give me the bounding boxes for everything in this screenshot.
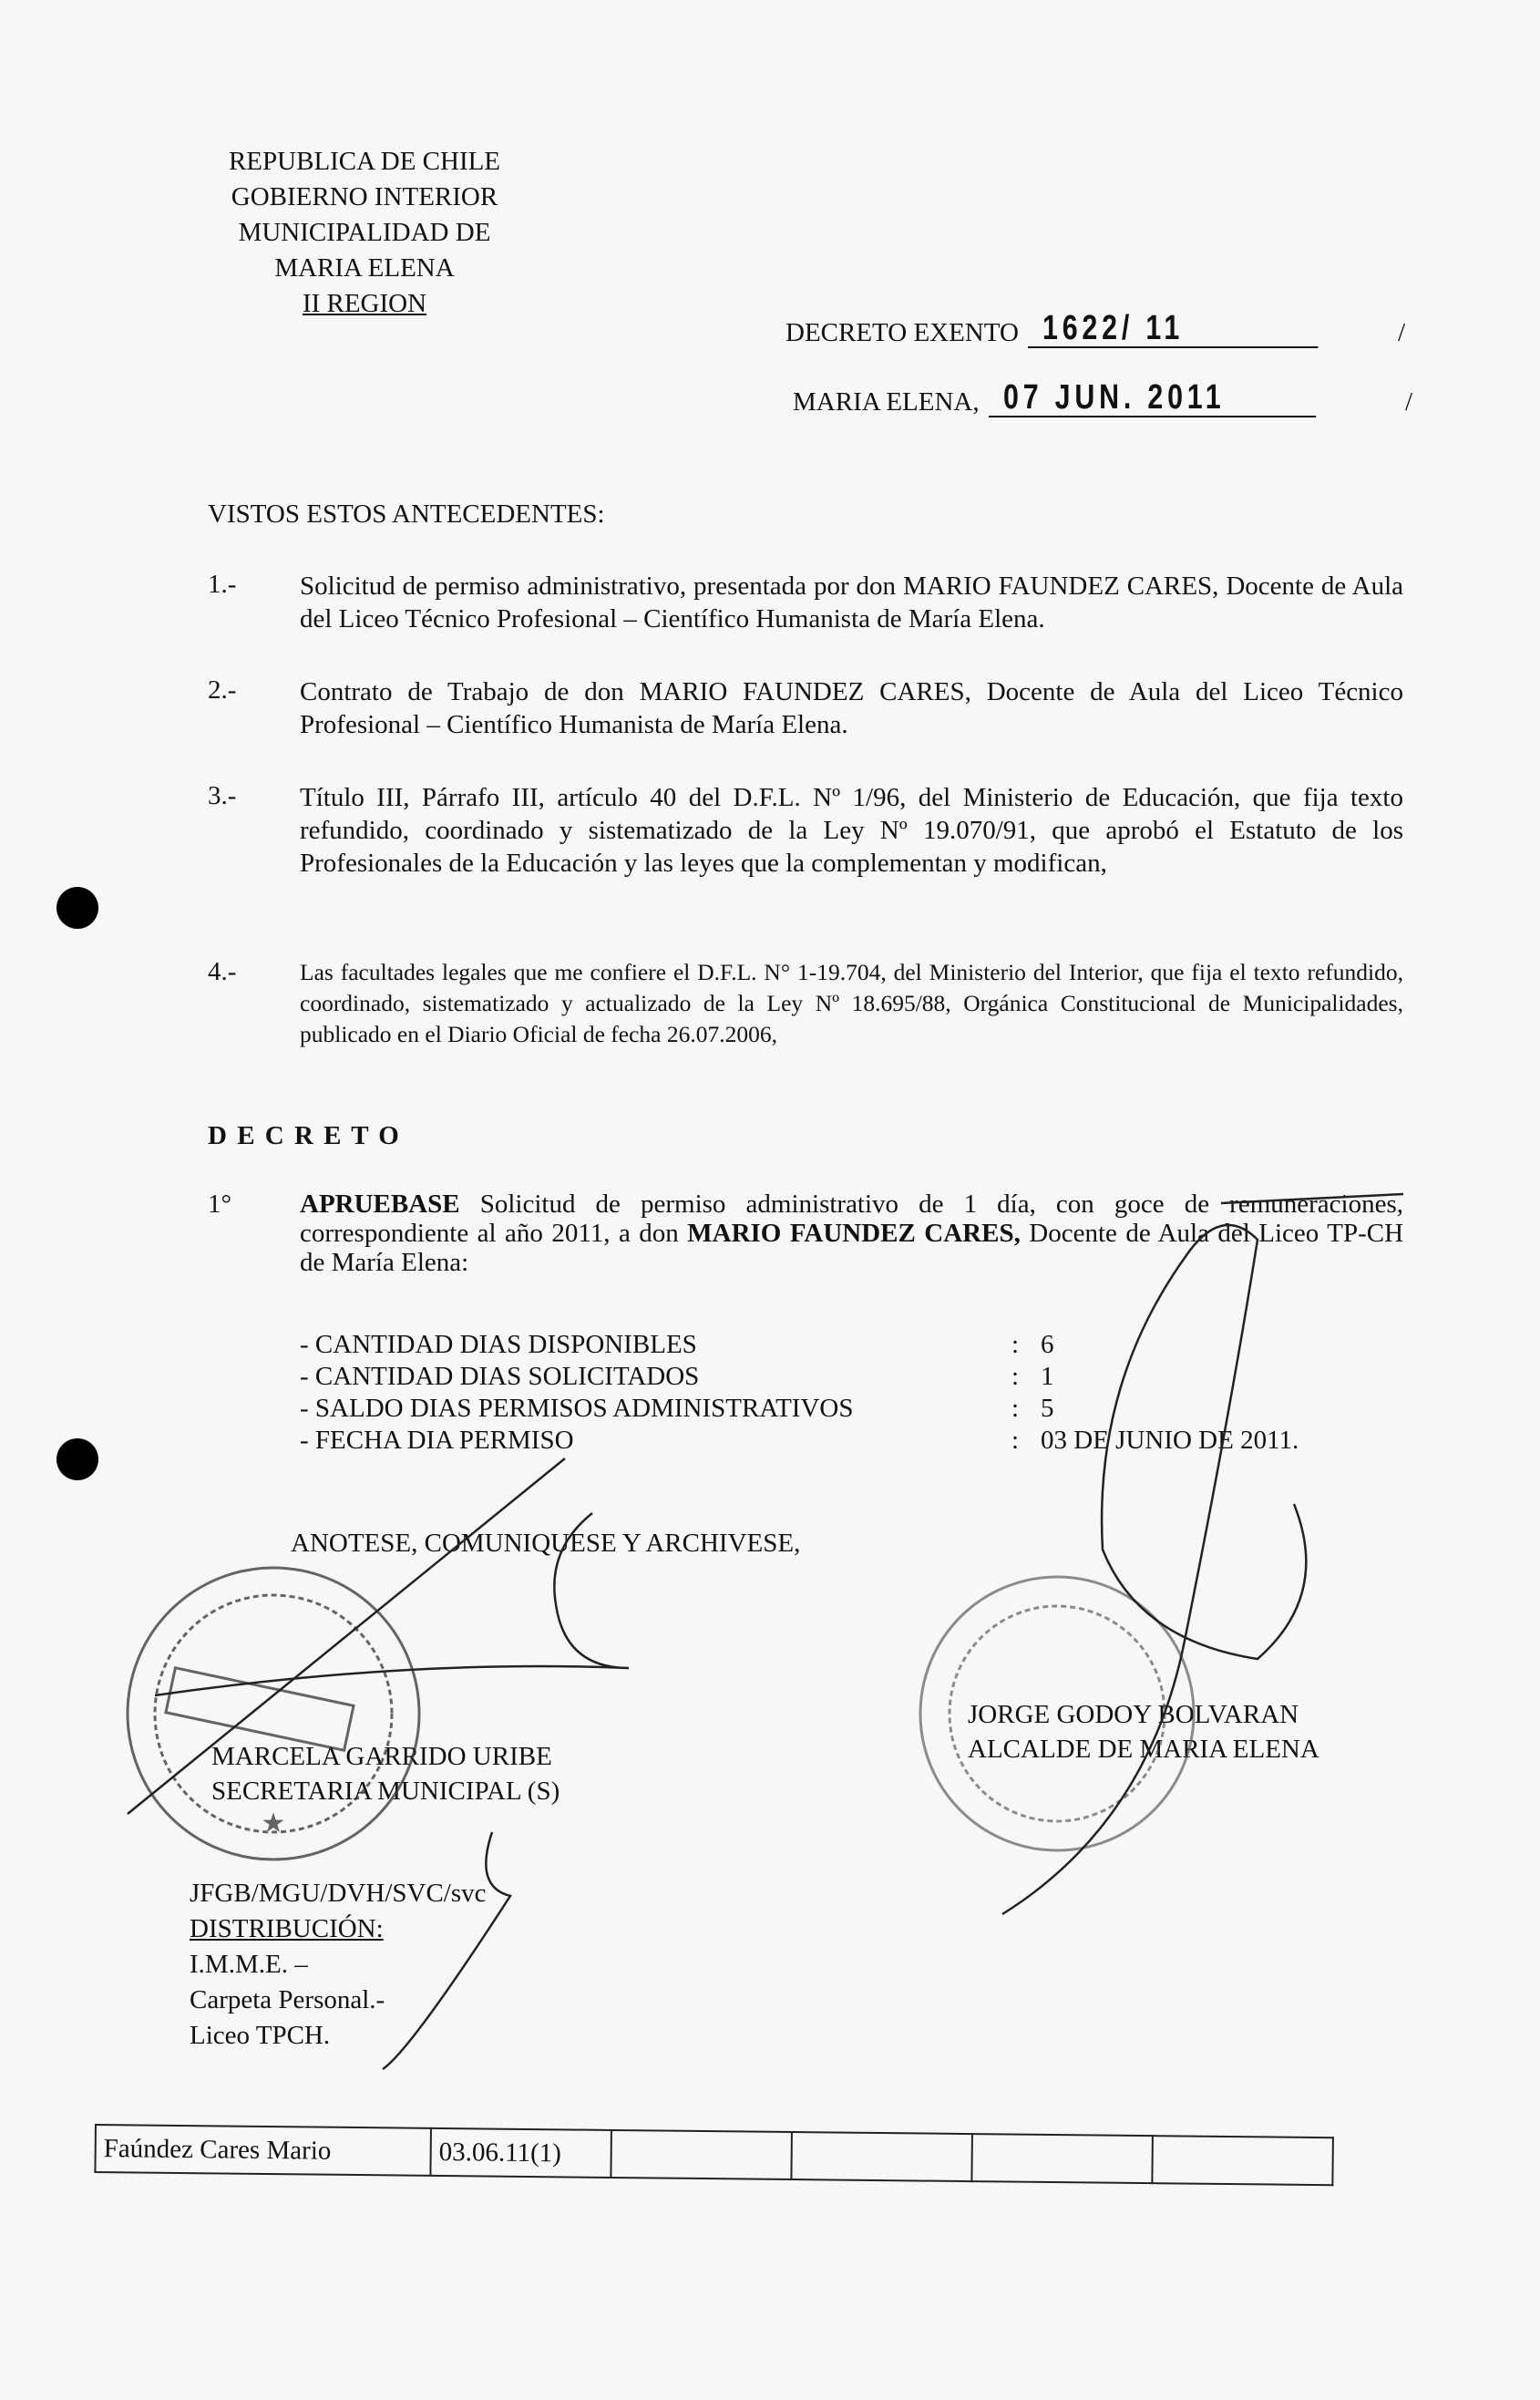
signer-name: JORGE GODOY BOLVARAN [968, 1700, 1299, 1729]
detail-value: 1 [1041, 1362, 1054, 1391]
stamp-star-icon: ★ [261, 1808, 286, 1839]
initials: JFGB/MGU/DVH/SVC/svc [190, 1879, 487, 1908]
distribution-item: Liceo TPCH. [190, 2021, 331, 2050]
table-cell [971, 2134, 1153, 2183]
binder-hole-icon [56, 887, 98, 929]
signer-title: ALCALDE DE MARIA ELENA [968, 1735, 1319, 1764]
signature-block-secretary [211, 1739, 560, 1808]
decreto-heading: D E C R E T O [208, 1121, 401, 1150]
table-cell [791, 2132, 972, 2181]
item-text: Contrato de Trabajo de don MARIO FAUNDEZ CARES, Docente de Aula del Liceo Técnico Profesional – Científico Humanista de María Elena. [300, 677, 1403, 739]
distribution-label: DISTRIBUCIÓN: [190, 1914, 384, 1943]
item-number: 4.- [208, 957, 237, 986]
item-number: 3.- [208, 781, 237, 810]
detail-label: - CANTIDAD DIAS DISPONIBLES [300, 1330, 697, 1359]
distribution-block [190, 1876, 487, 2054]
table-row [95, 2125, 1332, 2185]
table-cell: 03.06.11(1) [430, 2128, 611, 2178]
article-lead: APRUEBASE [300, 1190, 460, 1219]
decree-number-label: DECRETO EXENTO [785, 318, 1019, 347]
article-number: 1° [208, 1190, 232, 1219]
article-name: MARIO FAUNDEZ CARES, [687, 1219, 1021, 1248]
detail-label: - SALDO DIAS PERMISOS ADMINISTRATIVOS [300, 1394, 854, 1423]
item-text: Título III, Párrafo III, artículo 40 del D.F.L. Nº 1/96, del Ministerio de Educación, que fija texto refundido, coordinado y sistematizado de la Ley Nº 19.070/91, que aprobó el Estatuto de los Profesionales de la Educación y las leyes que la complementan y modifican, [300, 783, 1403, 878]
decree-number-field [785, 310, 1405, 348]
colon: : [1011, 1330, 1020, 1359]
distribution-item: I.M.M.E. – [190, 1950, 308, 1979]
header-line: MARIA ELENA [274, 253, 455, 283]
slash: / [1397, 318, 1405, 347]
vistos-heading: VISTOS ESTOS ANTECEDENTES: [208, 500, 605, 529]
article-text-a: Solicitud de permiso administrativo de 1 día, con goce de remuneraciones, correspondiente al año 2011, a don [300, 1190, 1403, 1248]
colon: : [1011, 1362, 1020, 1391]
header-line: REPUBLICA DE CHILE [228, 147, 501, 176]
table-cell: Faúndez Cares Mario [95, 2125, 431, 2176]
item-number: 2.- [208, 675, 237, 705]
article-text [300, 1190, 1403, 1277]
signature-block-mayor [968, 1697, 1319, 1767]
table-cell [1152, 2136, 1333, 2185]
detail-value: 03 DE JUNIO DE 2011. [1041, 1426, 1299, 1455]
article-text-b: Docente de Aula del Liceo TP-CH de María Elena: [300, 1219, 1404, 1277]
municipal-stamp-left [128, 1568, 419, 1859]
detail-label: - CANTIDAD DIAS SOLICITADOS [300, 1362, 700, 1391]
decree-date-stamp: 07 JUN. 2011 [989, 379, 1316, 417]
closing-formula: ANOTESE, COMUNIQUESE Y ARCHIVESE, [291, 1529, 801, 1558]
distribution-item: Carpeta Personal.- [190, 1985, 385, 2014]
item-text: Solicitud de permiso administrativo, presentada por don MARIO FAUNDEZ CARES, Docente de Aula del Liceo Técnico Profesional – Científico Humanista de María Elena. [300, 572, 1403, 633]
item-number: 1.- [208, 570, 237, 599]
header-line: GOBIERNO INTERIOR [231, 182, 498, 211]
signer-name: MARCELA GARRIDO URIBE [211, 1742, 552, 1771]
detail-label: - FECHA DIA PERMISO [300, 1426, 574, 1455]
slash: / [1404, 387, 1412, 417]
header-line: MUNICIPALIDAD DE [238, 218, 491, 247]
decree-place-label: MARIA ELENA, [793, 387, 980, 417]
signer-title: SECRETARIA MUNICIPAL (S) [211, 1777, 560, 1806]
issuer-header [182, 144, 547, 322]
binder-hole-icon [56, 1438, 98, 1480]
detail-value: 6 [1041, 1330, 1054, 1359]
record-table [94, 2124, 1333, 2186]
permit-detail-values [1011, 1329, 1299, 1457]
detail-value: 5 [1041, 1394, 1054, 1423]
colon: : [1011, 1426, 1020, 1455]
colon: : [1011, 1394, 1020, 1423]
decree-number-stamp: 1622/ 11 [1028, 310, 1318, 348]
handwritten-signature-right [1002, 1194, 1403, 1914]
item-text: Las facultades legales que me confiere el D.F.L. N° 1-19.704, del Ministerio del Interior, que fija el texto refundido, coordinado, sistematizado y actualizado de la Ley Nº 18.695/88, Orgánica Constitucional de Municipalidades, publicado en el Diario Oficial de fecha 26.07.2006, [300, 959, 1403, 1047]
header-region: II REGION [302, 289, 427, 318]
permit-detail-labels [300, 1329, 853, 1457]
decree-date-field [793, 379, 1412, 417]
table-cell [611, 2130, 792, 2179]
